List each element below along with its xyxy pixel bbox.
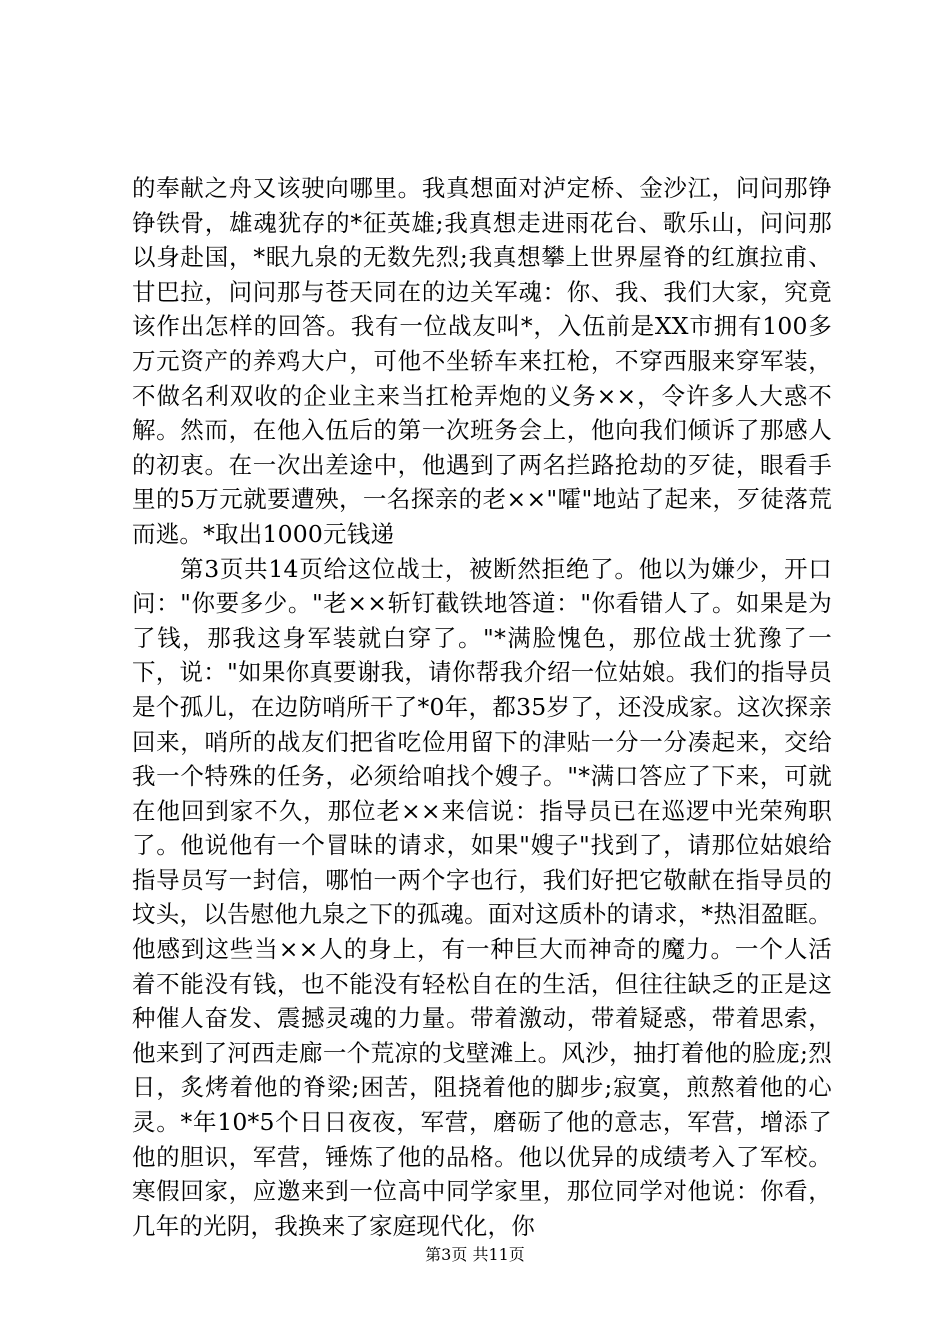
paragraph-2: 第3页共14页给这位战士，被断然拒绝了。他以为嫌少，开口问："你要多少。"老××斩钉截铁地答道："你看错人了。如果是为了钱，那我这身军装就白穿了。"*满脸愧色，那位战士犹豫了一下，说："如果你真要谢我，请你帮我介绍一位姑娘。我们的指导员是个孤儿，在边防哨所干了*0年，都35岁了，还没成家。这次探亲回来，哨所的战友们把省吃俭用留下的津贴一分一分凑起来，交给我一个特殊的任务，必须给咱找个嫂子。"*满口答应了下来，可就在他回到家不久，那位老××来信说：指导员已在巡逻中光荣殉职了。他说他有一个冒昧的请求，如果"嫂子"找到了，请那位姑娘给指导员写一封信，哪怕一两个字也行，我们好把它敬献在指导员的坟头，以告慰他九泉之下的孤魂。面对这质朴的请求，*热泪盈眶。他感到这些当××人的身上，有一种巨大而神奇的魔力。一个人活着不能没有钱，也不能没有轻松自在的生活，但往往缺乏的正是这种催人奋发、震撼灵魂的力量。带着激动，带着疑惑，带着思索，他来到了河西走廊一个荒凉的戈壁滩上。风沙，抽打着他的脸庞;烈日，炙烤着他的脊梁;困苦，阻挠着他的脚步;寂寞，煎熬着他的心灵。*年10*5个日日夜夜，军营，磨砺了他的意志，军营，增添了他的胆识，军营，锤炼了他的品格。他以优异的成绩考入了军校。寒假回家，应邀来到一位高中同学家里，那位同学对他说：你看，几年的光阴，我换来了家庭现代化，你 [132, 554, 832, 1240]
paragraph-1: 的奉献之舟又该驶向哪里。我真想面对泸定桥、金沙江，问问那铮铮铁骨，雄魂犹存的*征英雄;我真想走进雨花台、歌乐山，问问那以身赴国，*眠九泉的无数先烈;我真想攀上世界屋脊的红旗拉甫、甘巴拉，问问那与苍天同在的边关军魂：你、我、我们大家，究竟该作出怎样的回答。我有一位战友叫*，入伍前是XX市拥有100多万元资产的养鸡大户，可他不坐轿车来扛枪，不穿西服来穿军装，不做名利双收的企业主来当扛枪弄炮的义务××，令许多人大惑不解。然而，在他入伍后的第一次班务会上，他向我们倾诉了那感人的初衷。在一次出差途中，他遇到了两名拦路抢劫的歹徒，眼看手里的5万元就要遭殃，一名探亲的老××"嚯"地站了起来，歹徒落荒而逃。*取出1000元钱递 [132, 174, 832, 548]
document-body [132, 171, 832, 1243]
page-footer: 第3页 共11页 [425, 1245, 525, 1264]
